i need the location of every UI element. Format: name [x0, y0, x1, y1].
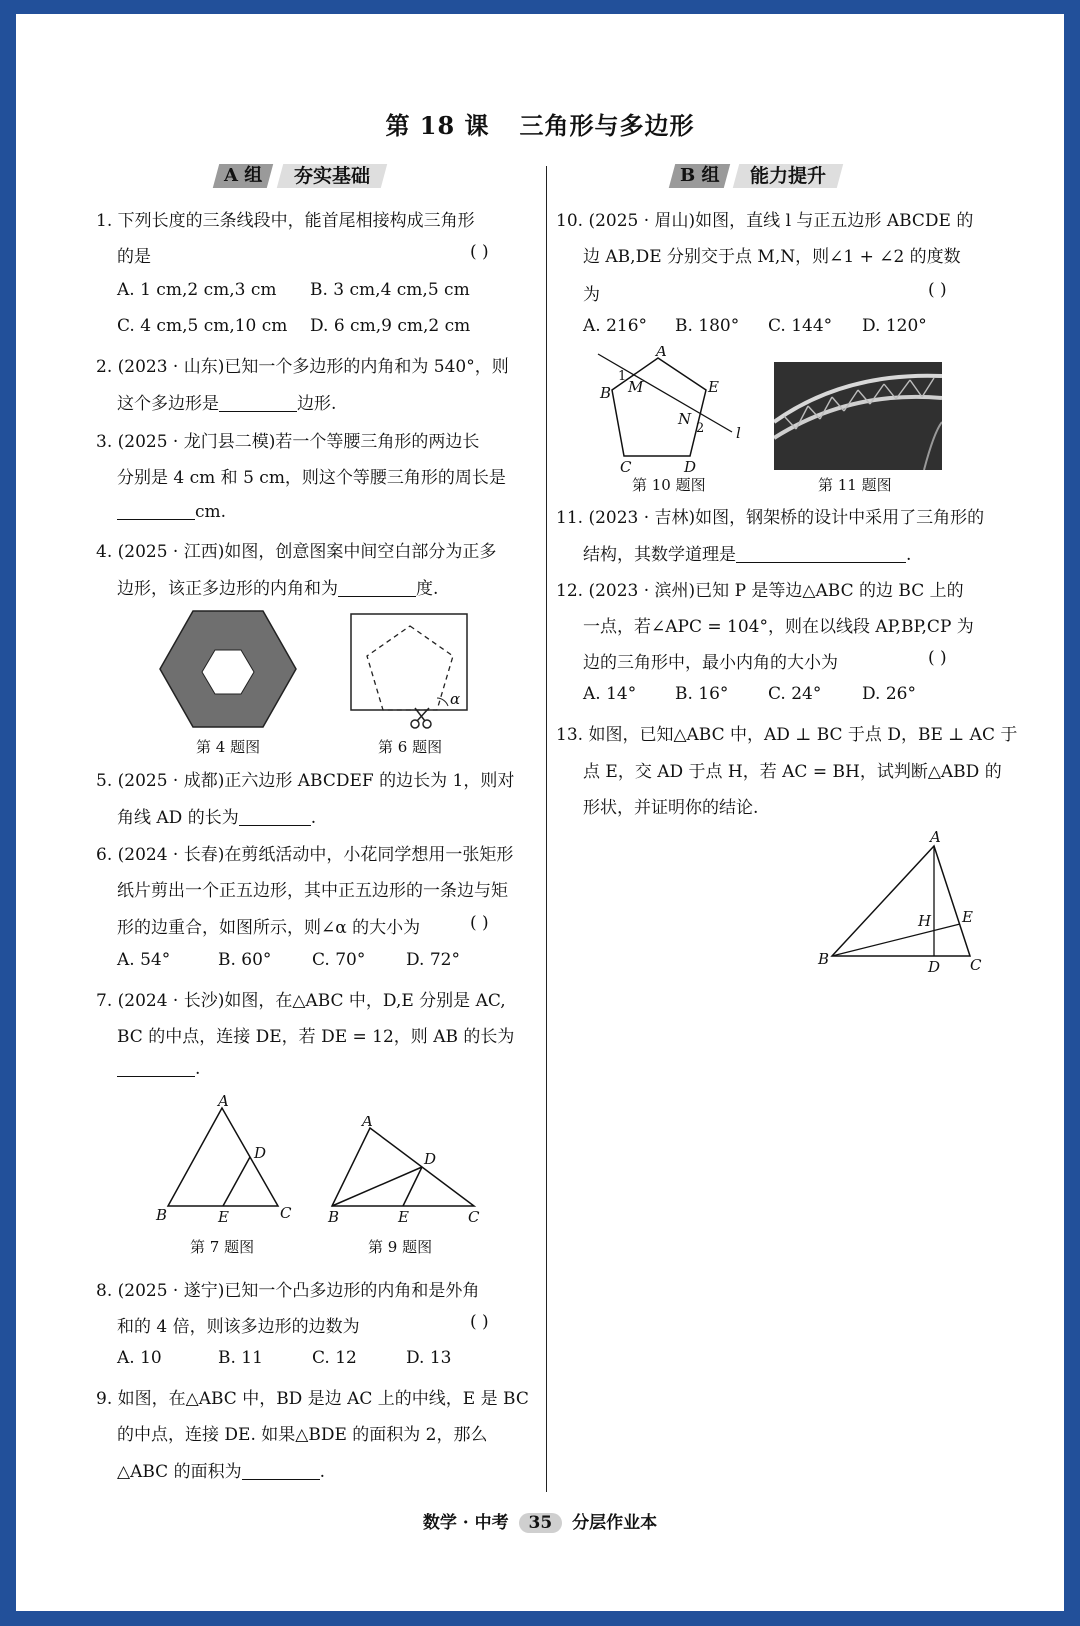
q12-option-b: B. 16°	[675, 684, 729, 704]
q12-option-c: C. 24°	[768, 684, 822, 704]
fig7-label-c: C	[280, 1204, 292, 1222]
group-b-name: 能力提升	[750, 165, 827, 187]
q10-line3: 为	[583, 285, 600, 305]
q8-answer-paren[interactable]: ( )	[470, 1312, 489, 1332]
q5-line2: 角线 AD 的长为 .	[117, 808, 317, 828]
group-a-name: 夯实基础	[294, 165, 371, 187]
fig9-label-a: A	[362, 1116, 373, 1130]
q7-line2: BC 的中点，连接 DE，若 DE = 12，则 AB 的长为	[117, 1027, 515, 1047]
q10-line2: 边 AB,DE 分别交于点 M,N，则∠1 + ∠2 的度数	[583, 247, 961, 267]
q9-line1: 9. 如图，在△ABC 中，BD 是边 AC 上的中线，E 是 BC	[96, 1389, 529, 1409]
fig13-label-a: A	[930, 828, 941, 846]
fig4-caption: 第 4 题图	[196, 738, 261, 756]
q12-line1: 12. (2023 · 滨州)已知 P 是等边△ABC 的边 BC 上的	[556, 581, 964, 601]
fig10-pentagon-figure	[596, 346, 746, 476]
q10-option-d: D. 120°	[862, 316, 927, 336]
q13-line2: 点 E，交 AD 于点 H，若 AC = BH，试判断△ABD 的	[583, 762, 1002, 782]
fig13-triangle-figure	[816, 828, 986, 976]
fig9-triangle-figure	[326, 1116, 482, 1226]
fig10-label-l: l	[736, 424, 741, 442]
q1-line1: 1. 下列长度的三条线段中，能首尾相接构成三角形	[96, 211, 475, 231]
fig10-angle-2: 2	[696, 421, 705, 436]
q11-line2: 结构，其数学道理是 .	[583, 545, 912, 565]
q1-option-c: C. 4 cm,5 cm,10 cm	[117, 316, 288, 336]
fig13-label-h: H	[918, 912, 932, 930]
fig10-label-n: N	[678, 410, 692, 428]
page-title	[0, 106, 1080, 141]
fig9-label-c: C	[468, 1208, 480, 1226]
q6-line1: 6. (2024 · 长春)在剪纸活动中，小花同学想用一张矩形	[96, 845, 514, 865]
q5-line1: 5. (2025 · 成都)正六边形 ABCDEF 的边长为 1，则对	[96, 771, 515, 791]
q8-option-a: A. 10	[117, 1348, 162, 1368]
fig6-caption: 第 6 题图	[378, 738, 443, 756]
q6-option-b: B. 60°	[218, 950, 272, 970]
group-b-tag: B 组	[680, 165, 720, 186]
q9-blank[interactable]	[242, 1461, 320, 1480]
q1-answer-paren[interactable]: ( )	[470, 242, 489, 262]
q9-line3: △ABC 的面积为 .	[117, 1462, 325, 1482]
q1-option-b: B. 3 cm,4 cm,5 cm	[310, 280, 470, 300]
fig6-pentagon-figure	[349, 612, 469, 734]
footer-subject: 数学 · 中考	[422, 1513, 509, 1533]
fig7-label-d: D	[254, 1144, 267, 1162]
fig10-label-e: E	[708, 378, 719, 396]
q13-line1: 13. 如图，已知△ABC 中，AD ⊥ BC 于点 D，BE ⊥ AC 于	[556, 725, 1018, 745]
q1-option-d: D. 6 cm,9 cm,2 cm	[310, 316, 471, 336]
q12-answer-paren[interactable]: ( )	[928, 648, 947, 668]
fig10-label-b: B	[600, 384, 612, 402]
group-a-banner	[216, 162, 406, 192]
q6-answer-paren[interactable]: ( )	[470, 913, 489, 933]
q11-line1: 11. (2023 · 吉林)如图，钢架桥的设计中采用了三角形的	[556, 508, 985, 528]
q3-line1: 3. (2025 · 龙门县二模)若一个等腰三角形的两边长	[96, 432, 480, 452]
fig9-label-b: B	[328, 1208, 340, 1226]
q4-line1: 4. (2025 · 江西)如图，创意图案中间空白部分为正多	[96, 542, 497, 562]
q8-option-b: B. 11	[218, 1348, 263, 1368]
fig11-caption: 第 11 题图	[818, 476, 892, 494]
q2-line2: 这个多边形是 边形.	[117, 394, 337, 414]
fig4-hexagon-figure	[158, 608, 298, 730]
q10-answer-paren[interactable]: ( )	[928, 280, 947, 300]
group-a-tag: A 组	[224, 165, 263, 186]
q9-line2: 的中点，连接 DE. 如果△BDE 的面积为 2，那么	[117, 1425, 488, 1445]
q12-line2: 一点，若∠APC = 104°，则在以线段 AP,BP,CP 为	[583, 617, 974, 637]
q8-line2: 和的 4 倍，则该多边形的边数为	[117, 1317, 360, 1337]
page-number: 35	[519, 1513, 563, 1533]
fig7-triangle-figure	[150, 1094, 300, 1224]
q11-blank[interactable]	[736, 544, 906, 563]
q1-line2: 的是	[117, 247, 151, 267]
q6-option-d: D. 72°	[406, 950, 460, 970]
q6-line3: 形的边重合，如图所示，则∠α 的大小为	[117, 918, 421, 938]
q6-line2: 纸片剪出一个正五边形，其中正五边形的一条边与矩	[117, 881, 508, 901]
q4-blank[interactable]	[338, 578, 416, 597]
fig7-label-b: B	[156, 1206, 168, 1224]
q5-blank[interactable]	[239, 807, 311, 826]
fig9-label-d: D	[424, 1150, 437, 1168]
q6-option-c: C. 70°	[312, 950, 366, 970]
footer-book-name: 分层作业本	[572, 1513, 658, 1533]
column-divider	[546, 166, 547, 1492]
q2-blank[interactable]	[219, 393, 297, 412]
q12-option-a: A. 14°	[583, 684, 637, 704]
lesson-topic: 三角形与多边形	[519, 111, 695, 140]
fig10-angle-1: 1	[618, 369, 627, 384]
q10-line1: 10. (2025 · 眉山)如图，直线 l 与正五边形 ABCDE 的	[556, 211, 974, 231]
fig13-label-e: E	[962, 908, 973, 926]
group-b-banner	[672, 162, 862, 192]
fig10-label-m: M	[628, 378, 644, 396]
fig7-label-a: A	[218, 1094, 229, 1110]
q12-option-d: D. 26°	[862, 684, 916, 704]
q8-option-c: C. 12	[312, 1348, 357, 1368]
page-footer	[0, 1508, 1080, 1533]
fig7-label-e: E	[218, 1208, 229, 1224]
fig6-angle-label: α	[450, 690, 461, 708]
fig10-label-d: D	[684, 458, 697, 476]
fig9-label-e: E	[398, 1208, 409, 1226]
q1-option-a: A. 1 cm,2 cm,3 cm	[117, 280, 277, 300]
q7-line3: .	[117, 1058, 200, 1079]
fig10-label-a: A	[656, 346, 667, 360]
q10-option-b: B. 180°	[675, 316, 740, 336]
q12-line3: 边的三角形中，最小内角的大小为	[583, 653, 838, 673]
fig10-label-c: C	[620, 458, 632, 476]
fig13-label-d: D	[928, 958, 941, 976]
q7-line1: 7. (2024 · 长沙)如图，在△ABC 中，D,E 分别是 AC,	[96, 991, 506, 1011]
q10-option-c: C. 144°	[768, 316, 833, 336]
q10-option-a: A. 216°	[583, 316, 648, 336]
q3-blank[interactable]	[117, 501, 195, 520]
fig9-caption: 第 9 题图	[368, 1238, 433, 1256]
q13-line3: 形状，并证明你的结论.	[583, 798, 759, 818]
fig13-label-c: C	[970, 956, 982, 974]
fig7-caption: 第 7 题图	[190, 1238, 255, 1256]
fig10-caption: 第 10 题图	[632, 476, 706, 494]
scissors-icon	[411, 708, 431, 728]
q6-option-a: A. 54°	[117, 950, 171, 970]
q7-blank[interactable]	[117, 1058, 195, 1077]
fig13-label-b: B	[818, 950, 830, 968]
q3-line3: cm.	[117, 501, 226, 522]
q3-line2: 分别是 4 cm 和 5 cm，则这个等腰三角形的周长是	[117, 468, 506, 488]
q8-line1: 8. (2025 · 遂宁)已知一个凸多边形的内角和是外角	[96, 1281, 480, 1301]
q2-line1: 2. (2023 · 山东)已知一个多边形的内角和为 540°，则	[96, 357, 509, 377]
q8-option-d: D. 13	[406, 1348, 452, 1368]
q4-line2: 边形，该正多边形的内角和为 度.	[117, 579, 439, 599]
fig11-bridge-photo	[774, 362, 942, 470]
lesson-number: 第 18 课	[385, 111, 490, 140]
